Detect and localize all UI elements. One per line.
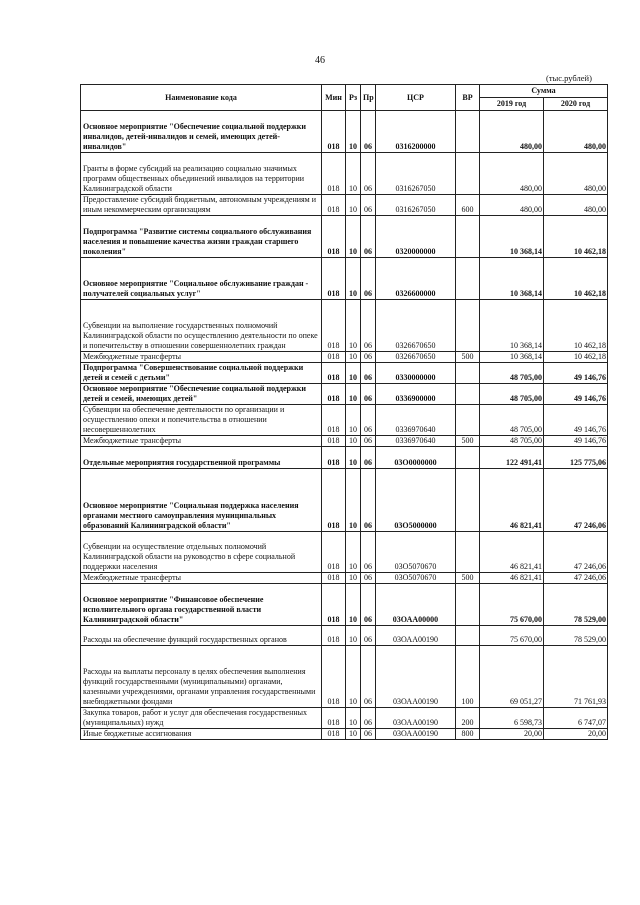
cell-min: 018 [322, 573, 346, 584]
cell-rz: 10 [346, 258, 361, 300]
cell-csr: 0326600000 [376, 258, 456, 300]
cell-rz: 10 [346, 195, 361, 216]
cell-csr: 03ОАА00000 [376, 584, 456, 626]
cell-y2020: 78 529,00 [544, 584, 608, 626]
header-vr: ВР [456, 85, 480, 111]
cell-name: Межбюджетные трансферты [81, 352, 322, 363]
table-row [81, 436, 608, 447]
table-row [81, 195, 608, 216]
cell-rz: 10 [346, 153, 361, 195]
cell-vr [456, 447, 480, 469]
cell-vr [456, 384, 480, 405]
cell-vr: 500 [456, 573, 480, 584]
header-sum: Сумма [480, 85, 608, 98]
cell-name: Подпрограмма "Совершенствование социальной поддержки детей и семей с детьми" [81, 363, 322, 384]
cell-csr: 03О5070670 [376, 532, 456, 573]
cell-min: 018 [322, 195, 346, 216]
cell-vr [456, 584, 480, 626]
cell-csr: 03ОАА00190 [376, 708, 456, 729]
cell-y2019: 480,00 [480, 111, 544, 153]
cell-rz: 10 [346, 384, 361, 405]
header-name: Наименование кода [81, 85, 322, 111]
cell-pr: 06 [361, 532, 376, 573]
cell-name: Гранты в форме субсидий на реализацию социально значимых программ общественных объединений инвалидов на территории Калининградской области [81, 153, 322, 195]
cell-vr [456, 216, 480, 258]
cell-min: 018 [322, 405, 346, 436]
cell-min: 018 [322, 258, 346, 300]
cell-vr: 500 [456, 436, 480, 447]
cell-vr [456, 405, 480, 436]
cell-pr: 06 [361, 216, 376, 258]
cell-min: 018 [322, 626, 346, 646]
table-row [81, 626, 608, 646]
cell-y2019: 46 821,41 [480, 469, 544, 532]
cell-name: Основное мероприятие "Финансовое обеспечение исполнительного органа государственной власти Калининградской области" [81, 584, 322, 626]
cell-min: 018 [322, 646, 346, 708]
cell-min: 018 [322, 436, 346, 447]
table-row [81, 153, 608, 195]
cell-name: Основное мероприятие "Социальная поддержка населения органами местного самоуправления муниципальных образований Калининградской области" [81, 469, 322, 532]
cell-y2019: 480,00 [480, 195, 544, 216]
cell-min: 018 [322, 300, 346, 352]
cell-min: 018 [322, 352, 346, 363]
cell-y2019: 46 821,41 [480, 532, 544, 573]
cell-name: Расходы на обеспечение функций государственных органов [81, 626, 322, 646]
cell-name: Иные бюджетные ассигнования [81, 729, 322, 740]
cell-y2019: 75 670,00 [480, 626, 544, 646]
cell-csr: 0336900000 [376, 384, 456, 405]
cell-y2020: 10 462,18 [544, 216, 608, 258]
cell-y2020: 480,00 [544, 111, 608, 153]
cell-min: 018 [322, 216, 346, 258]
cell-rz: 10 [346, 729, 361, 740]
cell-vr: 200 [456, 708, 480, 729]
table-row [81, 384, 608, 405]
cell-pr: 06 [361, 384, 376, 405]
cell-csr: 0336970640 [376, 405, 456, 436]
cell-pr: 06 [361, 646, 376, 708]
cell-y2020: 47 246,06 [544, 532, 608, 573]
cell-csr: 03О0000000 [376, 447, 456, 469]
cell-y2020: 10 462,18 [544, 258, 608, 300]
table-row [81, 216, 608, 258]
cell-vr [456, 111, 480, 153]
budget-table [80, 84, 608, 740]
table-row [81, 300, 608, 352]
cell-y2019: 48 705,00 [480, 363, 544, 384]
cell-min: 018 [322, 708, 346, 729]
cell-rz: 10 [346, 363, 361, 384]
cell-y2020: 49 146,76 [544, 405, 608, 436]
header-csr: ЦСР [376, 85, 456, 111]
cell-pr: 06 [361, 405, 376, 436]
cell-y2019: 48 705,00 [480, 405, 544, 436]
cell-name: Отдельные мероприятия государственной программы [81, 447, 322, 469]
page-number: 46 [315, 55, 325, 66]
cell-name: Закупка товаров, работ и услуг для обеспечения государственных (муниципальных) нужд [81, 708, 322, 729]
cell-min: 018 [322, 363, 346, 384]
cell-pr: 06 [361, 436, 376, 447]
cell-name: Субвенции на осуществление отдельных полномочий Калининградской области на руководство в сфере социальной поддержки населения [81, 532, 322, 573]
cell-pr: 06 [361, 447, 376, 469]
cell-rz: 10 [346, 584, 361, 626]
cell-name: Предоставление субсидий бюджетным, автономным учреждениям и иным некоммерческим организациям [81, 195, 322, 216]
cell-pr: 06 [361, 573, 376, 584]
table-row [81, 405, 608, 436]
cell-y2020: 71 761,93 [544, 646, 608, 708]
cell-vr: 500 [456, 352, 480, 363]
cell-y2019: 10 368,14 [480, 258, 544, 300]
cell-y2020: 125 775,06 [544, 447, 608, 469]
cell-min: 018 [322, 447, 346, 469]
cell-name: Межбюджетные трансферты [81, 573, 322, 584]
cell-pr: 06 [361, 626, 376, 646]
table-body [81, 111, 608, 740]
table-row [81, 111, 608, 153]
cell-name: Расходы на выплаты персоналу в целях обеспечения выполнения функций государственными (муниципальными) органами, казенными учреждениями, органами управления государственными внебюджетными фондами [81, 646, 322, 708]
cell-csr: 0320000000 [376, 216, 456, 258]
header-min: Мин [322, 85, 346, 111]
cell-rz: 10 [346, 352, 361, 363]
cell-y2020: 47 246,06 [544, 469, 608, 532]
cell-name: Основное мероприятие "Обеспечение социальной поддержки детей и семей, имеющих детей" [81, 384, 322, 405]
cell-csr: 03ОАА00190 [376, 646, 456, 708]
cell-y2020: 78 529,00 [544, 626, 608, 646]
cell-rz: 10 [346, 532, 361, 573]
header-rz: Рз [346, 85, 361, 111]
cell-vr: 600 [456, 195, 480, 216]
cell-rz: 10 [346, 405, 361, 436]
cell-y2019: 20,00 [480, 729, 544, 740]
table-row [81, 729, 608, 740]
cell-pr: 06 [361, 352, 376, 363]
table-row [81, 646, 608, 708]
cell-csr: 03ОАА00190 [376, 729, 456, 740]
cell-y2020: 49 146,76 [544, 363, 608, 384]
cell-csr: 0336970640 [376, 436, 456, 447]
cell-csr: 0316267050 [376, 195, 456, 216]
cell-y2019: 75 670,00 [480, 584, 544, 626]
cell-rz: 10 [346, 216, 361, 258]
cell-min: 018 [322, 111, 346, 153]
cell-name: Основное мероприятие "Обеспечение социальной поддержки инвалидов, детей-инвалидов и семей, имеющих детей-инвалидов" [81, 111, 322, 153]
cell-csr: 0316200000 [376, 111, 456, 153]
cell-name: Субвенции на обеспечение деятельности по организации и осуществлению опеки и попечительства в отношении несовершеннолетних [81, 405, 322, 436]
cell-min: 018 [322, 384, 346, 405]
cell-min: 018 [322, 532, 346, 573]
cell-pr: 06 [361, 195, 376, 216]
cell-csr: 0326670650 [376, 300, 456, 352]
cell-y2019: 10 368,14 [480, 300, 544, 352]
cell-y2020: 20,00 [544, 729, 608, 740]
table-row [81, 532, 608, 573]
cell-y2020: 49 146,76 [544, 436, 608, 447]
cell-vr [456, 532, 480, 573]
cell-y2020: 6 747,07 [544, 708, 608, 729]
cell-vr [456, 258, 480, 300]
cell-csr: 03О5070670 [376, 573, 456, 584]
cell-pr: 06 [361, 258, 376, 300]
table-row [81, 708, 608, 729]
cell-rz: 10 [346, 626, 361, 646]
cell-name: Подпрограмма "Развитие системы социального обслуживания населения и повышение качества жизни граждан старшего поколения" [81, 216, 322, 258]
cell-y2019: 69 051,27 [480, 646, 544, 708]
cell-rz: 10 [346, 708, 361, 729]
cell-pr: 06 [361, 708, 376, 729]
cell-y2019: 10 368,14 [480, 216, 544, 258]
cell-y2020: 480,00 [544, 195, 608, 216]
cell-csr: 0326670650 [376, 352, 456, 363]
cell-y2019: 6 598,73 [480, 708, 544, 729]
cell-y2019: 480,00 [480, 153, 544, 195]
cell-pr: 06 [361, 111, 376, 153]
cell-y2019: 46 821,41 [480, 573, 544, 584]
cell-y2019: 48 705,00 [480, 384, 544, 405]
cell-rz: 10 [346, 469, 361, 532]
header-2020: 2020 год [544, 98, 608, 111]
cell-vr [456, 626, 480, 646]
cell-vr: 800 [456, 729, 480, 740]
cell-min: 018 [322, 729, 346, 740]
cell-min: 018 [322, 153, 346, 195]
unit-label: (тыс.рублей) [546, 73, 592, 83]
cell-y2019: 48 705,00 [480, 436, 544, 447]
table-row [81, 469, 608, 532]
cell-rz: 10 [346, 573, 361, 584]
cell-y2020: 10 462,18 [544, 300, 608, 352]
cell-rz: 10 [346, 436, 361, 447]
cell-pr: 06 [361, 153, 376, 195]
cell-vr [456, 153, 480, 195]
table-row [81, 573, 608, 584]
table-row [81, 258, 608, 300]
cell-name: Субвенции на выполнение государственных полномочий Калининградской области по осуществлению деятельности по опеке и попечительству в отношении совершеннолетних граждан [81, 300, 322, 352]
cell-min: 018 [322, 469, 346, 532]
cell-y2020: 480,00 [544, 153, 608, 195]
cell-pr: 06 [361, 584, 376, 626]
cell-rz: 10 [346, 300, 361, 352]
cell-vr: 100 [456, 646, 480, 708]
cell-pr: 06 [361, 469, 376, 532]
cell-rz: 10 [346, 646, 361, 708]
cell-y2019: 10 368,14 [480, 352, 544, 363]
cell-pr: 06 [361, 300, 376, 352]
cell-y2020: 47 246,06 [544, 573, 608, 584]
cell-vr [456, 469, 480, 532]
cell-pr: 06 [361, 363, 376, 384]
cell-csr: 03ОАА00190 [376, 626, 456, 646]
cell-vr [456, 363, 480, 384]
header-pr: Пр [361, 85, 376, 111]
cell-name: Межбюджетные трансферты [81, 436, 322, 447]
cell-csr: 0330000000 [376, 363, 456, 384]
table-row [81, 447, 608, 469]
cell-csr: 03О5000000 [376, 469, 456, 532]
cell-rz: 10 [346, 447, 361, 469]
cell-y2020: 10 462,18 [544, 352, 608, 363]
cell-y2019: 122 491,41 [480, 447, 544, 469]
table-row [81, 352, 608, 363]
cell-pr: 06 [361, 729, 376, 740]
cell-csr: 0316267050 [376, 153, 456, 195]
header-2019: 2019 год [480, 98, 544, 111]
table-row [81, 363, 608, 384]
table-row [81, 584, 608, 626]
cell-y2020: 49 146,76 [544, 384, 608, 405]
cell-rz: 10 [346, 111, 361, 153]
cell-min: 018 [322, 584, 346, 626]
cell-name: Основное мероприятие "Социальное обслуживание граждан - получателей социальных услуг" [81, 258, 322, 300]
cell-vr [456, 300, 480, 352]
